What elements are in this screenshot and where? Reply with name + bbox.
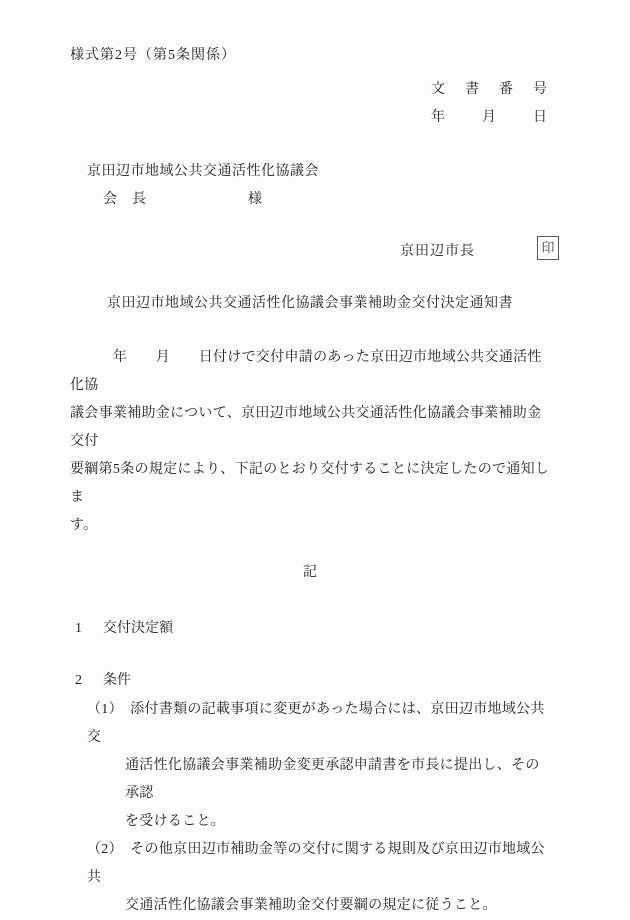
item-number: 2 <box>75 673 82 688</box>
condition-line: （2） その他京田辺市補助金等の交付に関する規則及び京田辺市地域公共 <box>87 842 545 885</box>
condition-line: を受けること。 <box>125 814 226 829</box>
item-label: 交付決定額 <box>103 621 173 636</box>
item-number: 1 <box>75 621 82 636</box>
condition-line: 通活性化協議会事業補助金変更承認申請書を市長に提出し、その承認 <box>125 758 540 801</box>
body-paragraph <box>70 344 550 540</box>
document-title: 京田辺市地域公共交通活性化協議会事業補助金交付決定通知書 <box>107 296 513 311</box>
doc-number-line: 文 書 番 号 <box>431 82 550 97</box>
body-line: 年 月 日付けで交付申請のあった京田辺市地域公共交通活性化協 <box>70 350 542 393</box>
condition-item <box>87 836 550 920</box>
body-line: す。 <box>70 518 98 533</box>
form-number: 様式第2号（第5条関係） <box>70 48 236 63</box>
addressee-block <box>70 158 550 214</box>
condition-line: （1） 添付書類の記載事項に変更があった場合には、京田辺市地域公共交 <box>87 702 545 745</box>
condition-item <box>87 696 550 836</box>
body-line: 議会事業補助金について、京田辺市地域公共交通活性化協議会事業補助金交付 <box>70 406 542 449</box>
condition-line: 交通活性化協議会事業補助金交付要綱の規定に従うこと。 <box>125 898 497 913</box>
seal-mark-icon: 印 <box>537 236 559 260</box>
issuer-name: 京田辺市長 <box>400 244 475 259</box>
addressee-title-line: 会 長 様 <box>103 192 263 207</box>
list-item-conditions <box>75 670 550 692</box>
conditions-block <box>87 696 550 920</box>
body-line: 要綱第5条の規定により、下記のとおり交付することに決定したので通知しま <box>70 462 550 505</box>
doc-number-block <box>70 76 550 132</box>
issuer-line <box>70 236 555 266</box>
list-item-grant-amount <box>75 618 550 640</box>
item-label: 条件 <box>103 673 131 688</box>
addressee-org: 京田辺市地域公共交通活性化協議会 <box>87 164 319 179</box>
ki-marker: 記 <box>303 565 317 580</box>
date-line: 年 月 日 <box>431 110 550 125</box>
